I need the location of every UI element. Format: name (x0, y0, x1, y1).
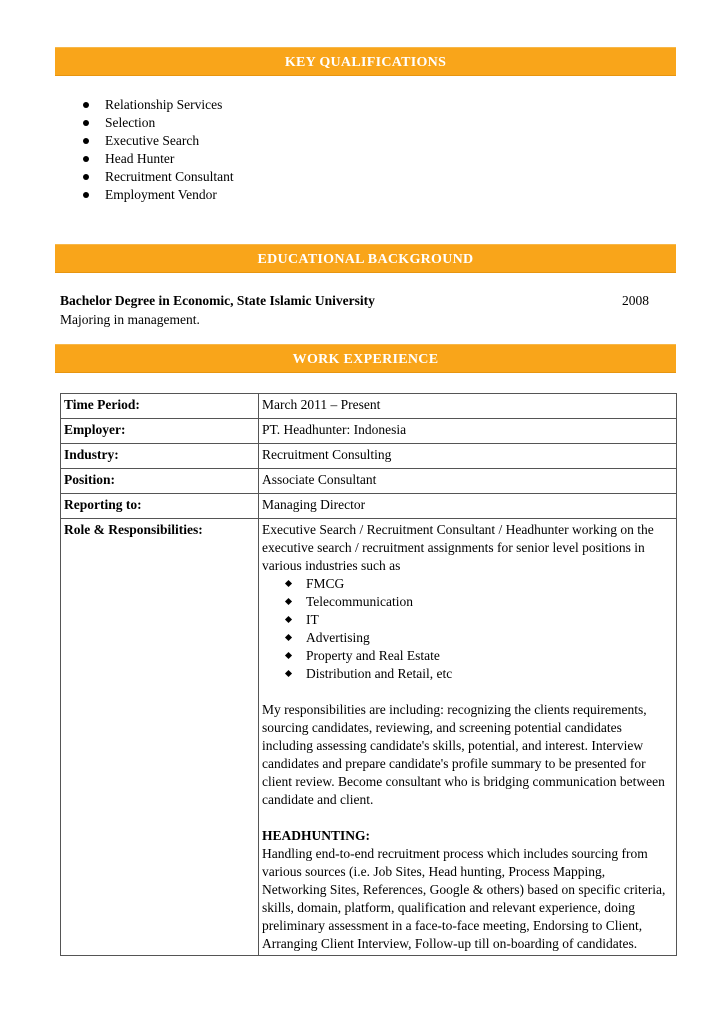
work-experience-header (55, 344, 676, 373)
table-row (61, 419, 677, 444)
graduation-year: 2008 (622, 293, 649, 308)
role-intro: Executive Search / Recruitment Consultant / Headhunter working on the executive search / recruitment assignments for senior level positions in various industries such as (262, 522, 654, 573)
section-title: KEY QUALIFICATIONS (284, 55, 447, 70)
spacer (262, 809, 672, 827)
section-title: WORK EXPERIENCE (292, 352, 439, 367)
row-label: Role & Responsibilities: (61, 519, 259, 956)
list-item: Recruitment Consultant (105, 169, 234, 184)
row-value: Associate Consultant (259, 469, 677, 494)
work-experience-table (60, 393, 677, 956)
education-block (60, 291, 676, 329)
row-label: Position: (61, 469, 259, 494)
table-row (61, 494, 677, 519)
row-label: Reporting to: (61, 494, 259, 519)
row-value: Managing Director (259, 494, 677, 519)
responsibilities-text: My responsibilities are including: recognizing the clients requirements, sourcing candidates, reviewing, and screening potential candidates including assessing candidate's skills, potential, and interest. Interview candidates and prepare candidate's profile summary to be presented for client review. Become consultant who is bridging communication between candidate and client. (262, 702, 665, 807)
row-value: Recruitment Consulting (259, 444, 677, 469)
major: Majoring in management. (60, 312, 200, 327)
list-item: FMCG (306, 575, 672, 593)
qualifications-list (60, 96, 234, 204)
spacer (262, 683, 672, 701)
headhunting-text: Handling end-to-end recruitment process which includes sourcing from various sources (i.e. Job Sites, Head hunting, Process Mapping, Networking Sites, References, Google & others) based on specific criteria, skills, domain, platform, qualification and relevant experience, doing preliminary assessment in a face-to-face meeting, Endorsing to Client, Arranging Client Interview, Follow-up till on-boarding of candidates. (262, 846, 666, 951)
table-row (61, 519, 677, 956)
role-responsibilities (259, 519, 677, 956)
list-item: Executive Search (105, 132, 234, 150)
table-row (61, 469, 677, 494)
degree: Bachelor Degree in Economic, State Islamic University (60, 293, 375, 308)
list-item: Distribution and Retail, etc (306, 665, 672, 683)
list-item: Telecommunication (306, 593, 672, 611)
list-item: Relationship Services (105, 96, 234, 114)
row-label: Industry: (61, 444, 259, 469)
table-row (61, 394, 677, 419)
section-title: EDUCATIONAL BACKGROUND (257, 252, 474, 267)
row-label: Employer: (61, 419, 259, 444)
list-item: Selection (105, 114, 234, 132)
list-item: Advertising (306, 629, 672, 647)
row-value: PT. Headhunter: Indonesia (259, 419, 677, 444)
list-item: Head Hunter (105, 150, 234, 168)
table-row (61, 444, 677, 469)
headhunting-title: HEADHUNTING: (262, 828, 371, 843)
list-item: Employment Vendor (105, 186, 234, 204)
industries-list (262, 575, 672, 683)
list-item: Property and Real Estate (306, 647, 672, 665)
list-item: IT (306, 611, 672, 629)
education-row (60, 291, 676, 310)
row-label: Time Period: (61, 394, 259, 419)
key-qualifications-header (55, 47, 676, 76)
educational-background-header (55, 244, 676, 273)
row-value: March 2011 – Present (259, 394, 677, 419)
